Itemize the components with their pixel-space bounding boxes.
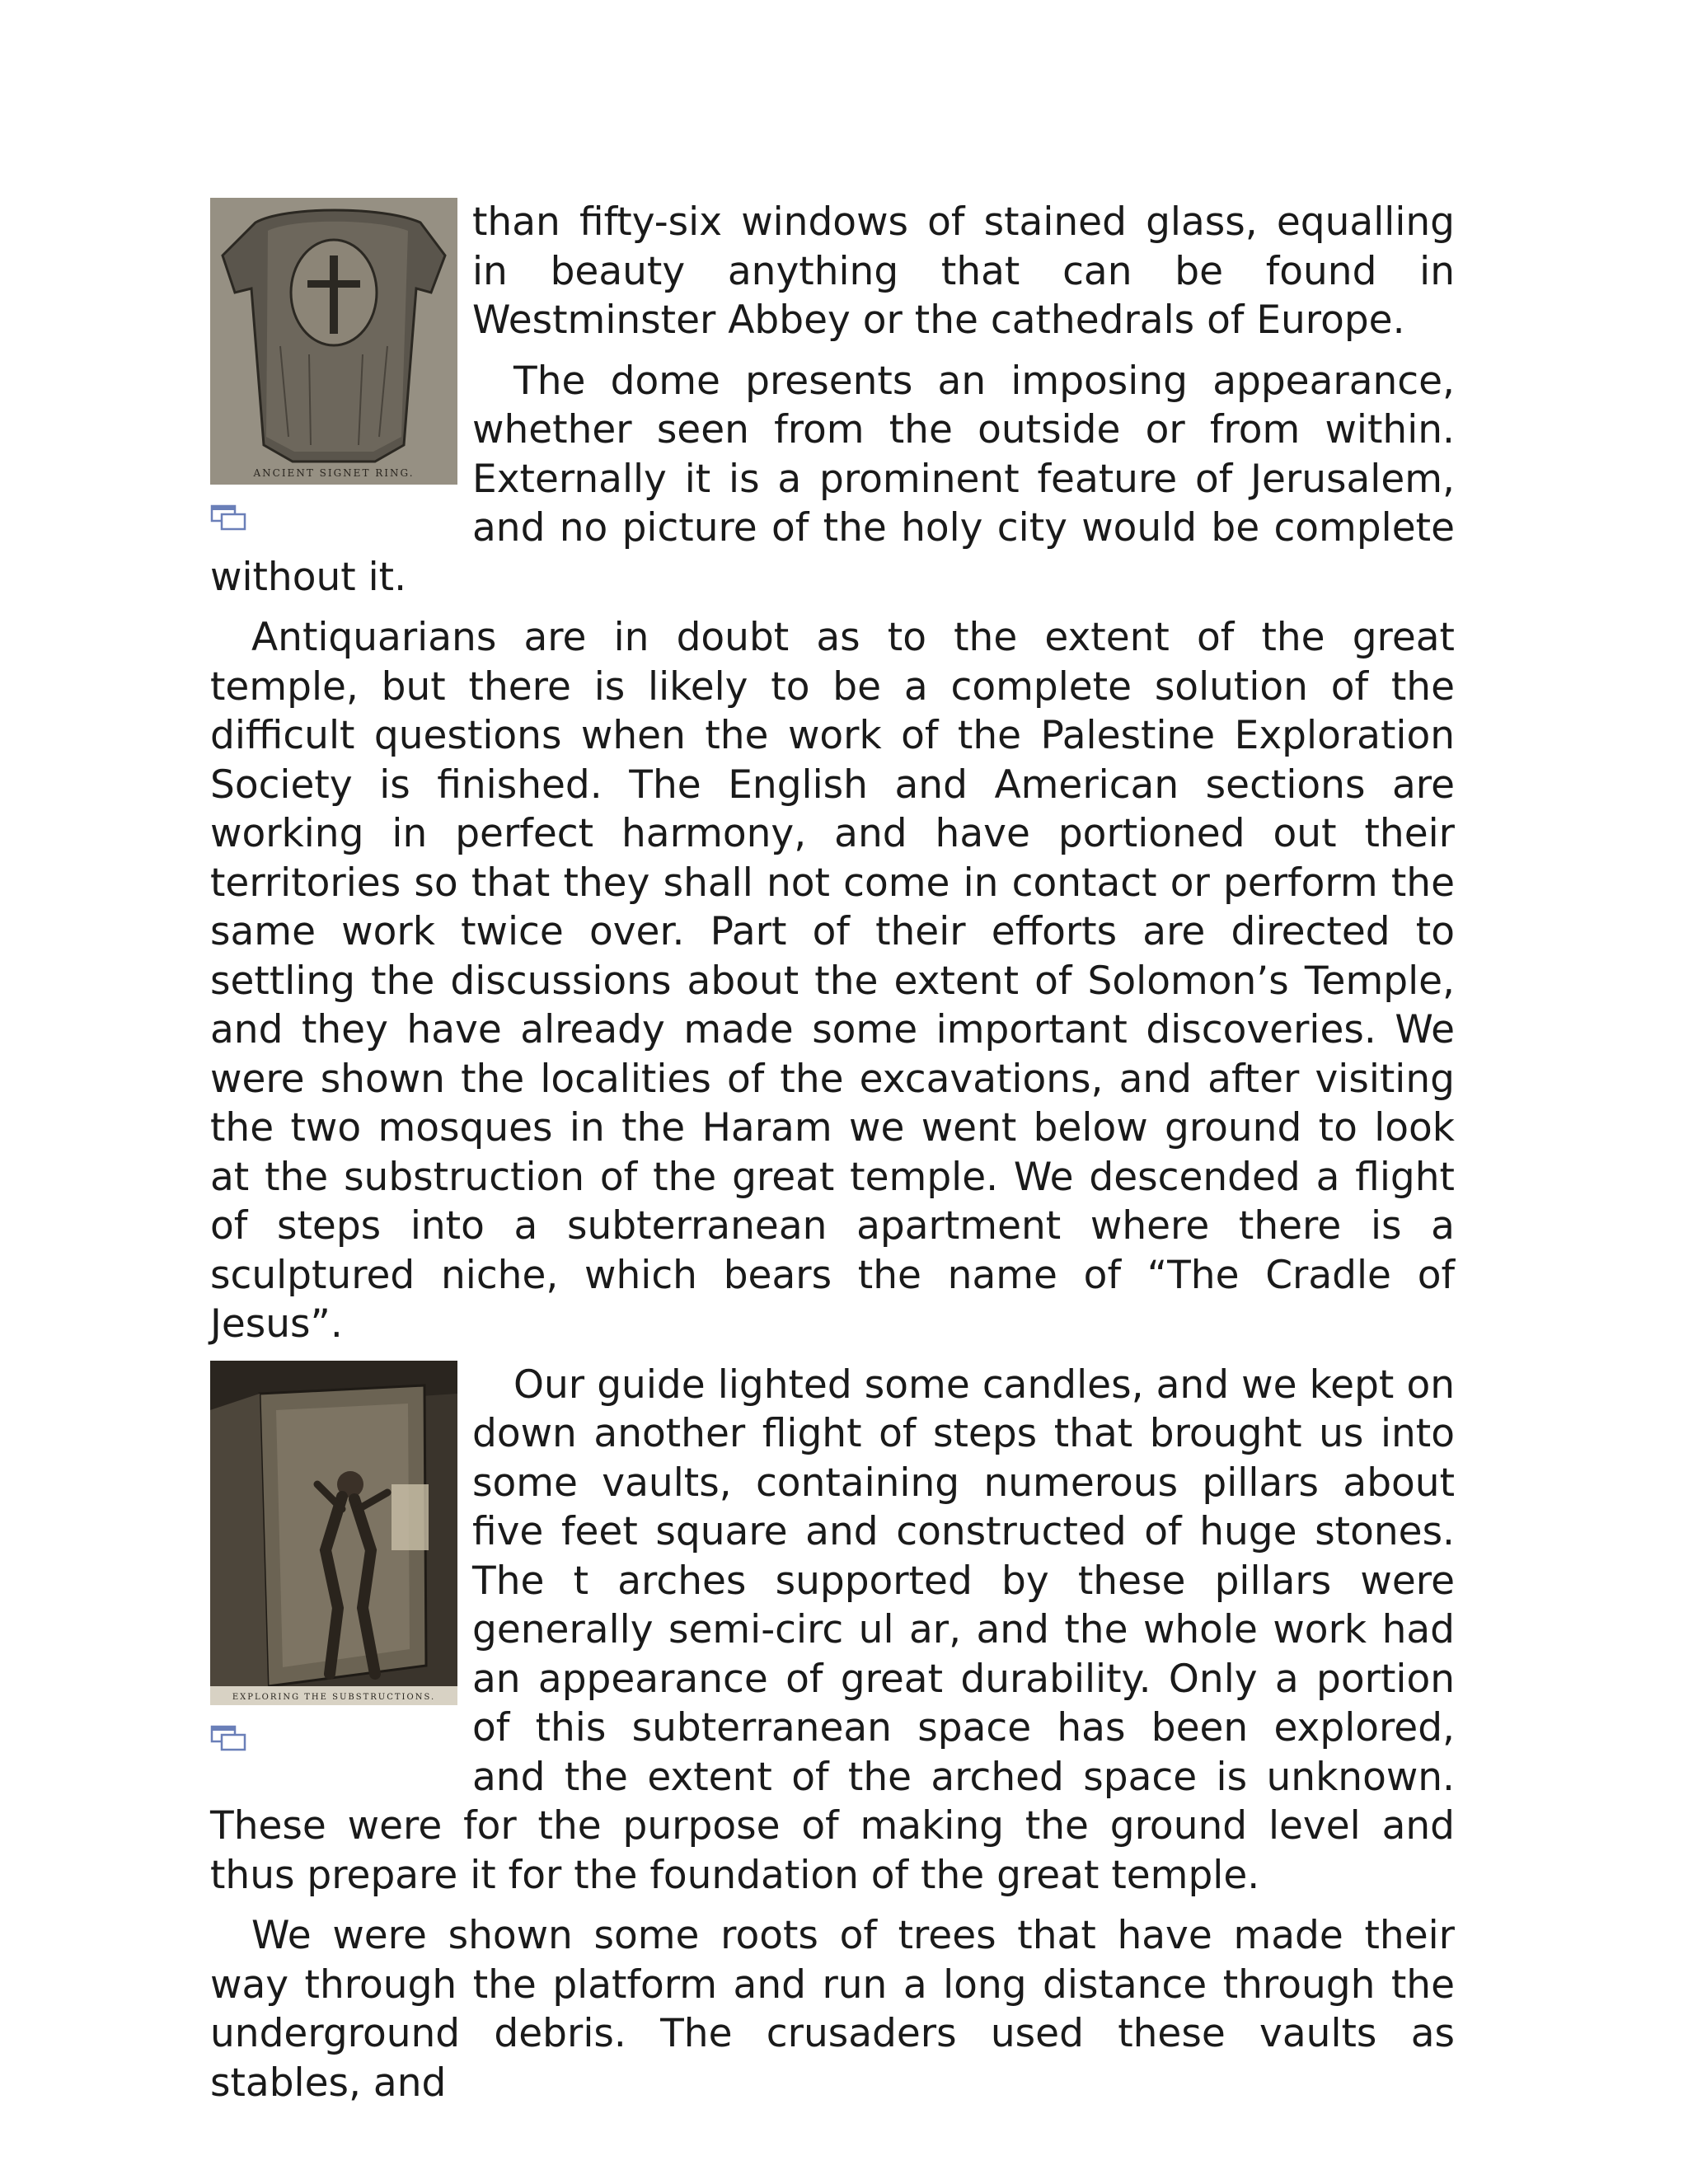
signet-ring-drawing [210,198,457,485]
enlarge-image-icon[interactable] [210,1722,246,1755]
substructions-illustration [210,1361,457,1705]
signet-ring-caption: ANCIENT SIGNET RING. [253,467,415,479]
paragraph-tree-roots: We were shown some roots of trees that have made their way through the platform and run a long distance through the underground debris. The crusaders used these vaults as stables, and [210,1913,1455,2106]
substructions-drawing [210,1361,457,1705]
enlarge-image-icon[interactable] [210,501,246,534]
signet-ring-illustration [210,198,457,485]
paragraph-guide-candles: Our guide lighted some candles, and we kept on down another flight of steps that brought us into some vaults, containing numerous pillars about five feet square and constructed of huge stones. The t arches supported by these pillars were generally semi-circ ul ar, and the whole work had an appearance of great durability. Only a portion of this subterranean space has been explored, and the extent of the arched space is unknown. These were for the purpose of making the ground level and thus prepare it for the foundation of the great temple. [210,1361,1455,1898]
figure-substructions [210,1361,457,1755]
page-content [210,198,1455,2119]
paragraph-stained-glass: than fifty-six windows of stained glass, equalling in beauty anything that can be found in Westminster Abbey or the cathedrals of Europe. [472,199,1455,343]
figure-signet-ring [210,198,457,534]
substructions-caption: EXPLORING THE SUBSTRUCTIONS. [232,1692,436,1702]
paragraph-antiquarians: Antiquarians are in doubt as to the extent of the great temple, but there is likely to be a complete solution of the difficult questions when the work of the Palestine Exploration Society is finished. The English and American sections are working in perfect harmony, and have portioned out their territories so that they shall not come in contact or perform the same work twice over. Part of their efforts are directed to settling the discussions about the extent of Solomon’s Temple, and they have already made some important discoveries. We were shown the localities of the excavations, and after visiting the two mosques in the Haram we went below ground to look at the substruction of the great temple. We descended a flight of steps into a subterranean apartment where there is a sculptured niche, which bears the name of “The Cradle of Jesus”. [210,615,1455,1347]
paragraph-dome: The dome presents an imposing appearance, whether seen from the outside or from within. Externally it is a prominent feature of Jerusalem, and no picture of the holy city would be complete without it. [210,358,1455,600]
